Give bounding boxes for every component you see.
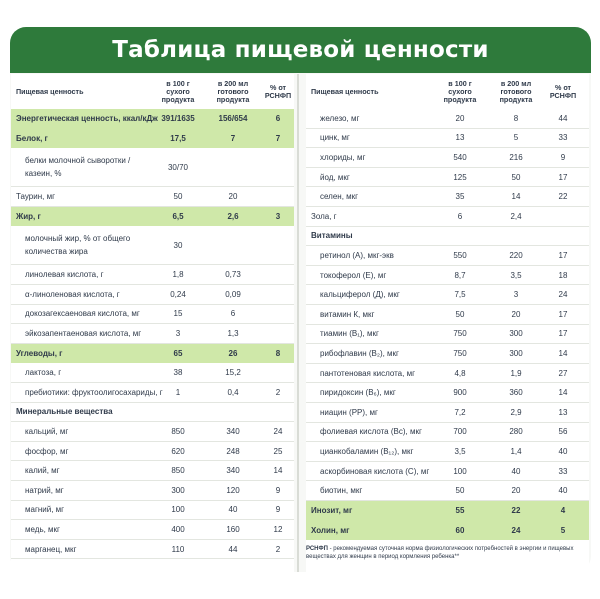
value-pct: 33 [558,466,568,476]
value-pct [263,363,293,382]
value-pct: 18 [558,270,568,280]
table-row [11,442,294,462]
value-v200: 300 [509,348,523,358]
value-v100: 100 [171,505,185,515]
value-v200: 0,4 [227,387,239,397]
nutrient-name: Энергетическая ценность, ккал/кДж [16,114,158,124]
table-row [306,462,589,482]
value-pct: 5 [560,525,566,535]
value-v200: 3,5 [510,270,522,280]
header-percent: % от РСНФП [549,82,577,100]
value-v100: 50 [455,486,465,496]
value-v100: 30 [173,240,183,250]
value-v200: 156/654 [218,114,248,124]
value-v200: 40 [228,505,238,515]
table-row [11,422,294,442]
value-v200: 216 [509,152,523,162]
nutrient-name: эйкозапентаеновая кислота, мг [25,328,142,338]
header-name: Пищевая ценность [16,86,84,96]
value-v100: 750 [453,348,467,358]
table-row [11,520,294,540]
value-v100: 850 [171,426,185,436]
nutrient-name: железо, мг [320,113,360,123]
table-row [11,148,294,187]
table-row [11,187,294,207]
header-per-200ml: в 200 мл готового продукта [216,78,250,104]
page-title: Таблица пищевой ценности [112,37,489,63]
value-v100: 1 [175,387,181,397]
nutrient-name: калий, мг [25,466,60,476]
value-v200: 5 [513,133,519,143]
table-row [11,383,294,403]
table-row [306,109,589,129]
value-v100: 30/70 [167,162,189,172]
nutrient-name: Углеводы, г [16,349,63,359]
value-v100: 55 [455,506,465,516]
table-row [306,364,589,384]
value-v100: 391/1635 [161,114,195,124]
header-per-100g: в 100 г сухого продукта [161,78,195,104]
table-row [306,423,589,443]
nutrient-name: докозагексаеновая кислота, мг [25,309,140,319]
nutrient-name: Белок, г [16,133,48,143]
nutrient-name: ниацин (РР), мг [320,407,378,417]
value-v100: 110 [171,544,185,554]
table-row [306,521,589,541]
value-pct: 14 [558,348,568,358]
value-pct: 56 [558,427,568,437]
table-row [11,324,294,344]
value-v100: 7,2 [454,407,466,417]
value-v200: 6 [230,309,236,319]
value-pct: 24 [273,426,283,436]
value-v100: 4,8 [454,368,466,378]
value-v200: 0,73 [225,270,241,280]
table-row [11,344,294,364]
nutrient-name: белки молочной сыворотки / казеин, % [25,156,131,179]
value-v200: 248 [226,446,240,456]
value-pct: 27 [558,368,568,378]
value-v100: 125 [453,172,467,182]
value-v200: 3 [513,290,519,300]
value-v200: 50 [511,172,521,182]
value-pct [263,324,293,343]
table-row [306,383,589,403]
value-pct: 17 [558,250,568,260]
nutrient-name: Инозит, мг [311,506,353,516]
section-row [306,227,589,247]
nutrient-name: кальций, мг [25,426,69,436]
value-v100: 35 [455,192,465,202]
value-pct: 9 [560,152,566,162]
header-per-100g: в 100 г сухого продукта [443,78,477,104]
table-row [11,285,294,305]
value-v100: 7,5 [454,290,466,300]
value-v200: 340 [226,466,240,476]
right-table-header [306,74,589,109]
value-v100: 6 [457,211,463,221]
value-v200: 20 [511,486,521,496]
nutrient-name: ретинол (А), мкг-экв [320,250,394,260]
nutrient-name: пантотеновая кислота, мг [320,368,415,378]
value-v100: 900 [453,388,467,398]
value-v100: 400 [171,524,185,534]
nutrient-name: биотин, мкг [320,486,363,496]
value-v200: 300 [509,329,523,339]
value-pct: 4 [560,506,566,516]
table-row [306,266,589,286]
table-row [11,109,294,129]
value-v100: 850 [171,466,185,476]
section-label: Витамины [311,231,353,241]
value-pct: 7 [275,133,281,143]
value-pct: 8 [275,349,281,359]
value-pct: 12 [273,524,283,534]
value-v100: 1,8 [172,270,184,280]
table-row [11,207,294,227]
table-row [306,501,589,521]
value-v100: 3,5 [454,446,466,456]
value-pct [263,148,293,186]
value-v100: 65 [173,349,183,359]
value-v200: 44 [228,544,238,554]
value-v200: 26 [228,349,238,359]
value-v100 [436,227,484,246]
value-pct: 17 [558,172,568,182]
value-v100: 750 [453,329,467,339]
value-v200: 360 [509,388,523,398]
value-pct: 9 [275,505,281,515]
value-v100: 38 [173,368,183,378]
value-v200: 2,6 [227,212,239,222]
value-v200: 15,2 [225,368,241,378]
value-pct: 14 [273,466,283,476]
value-v200: 1,3 [227,328,239,338]
value-pct: 44 [558,113,568,123]
table-row [306,246,589,266]
value-pct: 17 [558,309,568,319]
value-v100: 550 [453,250,467,260]
nutrient-name: Зола, г [311,211,337,221]
header-per-200ml: в 200 мл готового продукта [499,78,533,104]
nutrient-name: пребиотики: фруктоолигосахариды, г [25,387,163,397]
section-row [11,403,294,423]
table-row [11,540,294,560]
value-pct [263,187,293,206]
value-pct: 3 [275,212,281,222]
nutrient-name: рибофлавин (В₂), мкг [320,348,399,358]
value-pct [263,226,293,264]
nutrient-name: хлориды, мг [320,152,366,162]
nutrient-name: тиамин (В₁), мкг [320,329,379,339]
table-row [306,305,589,325]
table-row [306,148,589,168]
value-pct: 40 [558,446,568,456]
value-v100: 8,7 [454,270,466,280]
value-pct [546,227,580,246]
nutrient-name: токоферол (Е), мг [320,270,387,280]
nutrient-name: α-линоленовая кислота, г [25,289,120,299]
value-v200: 220 [509,250,523,260]
section-label: Минеральные вещества [16,407,113,417]
table-row [306,285,589,305]
nutrient-name: молочный жир, % от общего количества жира [25,234,131,257]
nutrient-name: медь, мкг [25,524,60,534]
footnote-text: - рекомендуемая суточная норма физиологических потребностей в энергии и пищевых веществах для женщин в период кормления ребенка** [306,546,574,560]
value-pct: 9 [275,485,281,495]
value-v200 [207,226,259,264]
value-pct: 2 [275,544,281,554]
value-pct: 22 [558,192,568,202]
nutrient-name: линолевая кислота, г [25,270,104,280]
value-pct: 6 [275,114,281,124]
value-v100 [154,403,202,422]
right-table [306,74,589,572]
nutrient-name: фолиевая кислота (Вс), мкг [320,427,422,437]
table-row [306,325,589,345]
table-row [11,129,294,149]
nutrient-name: марганец, мкг [25,544,77,554]
table-row [306,442,589,462]
table-row [306,481,589,501]
nutrient-name: фосфор, мг [25,446,69,456]
value-pct [263,265,293,284]
value-v100: 13 [455,133,465,143]
header-name: Пищевая ценность [311,86,379,96]
value-v200: 40 [511,466,521,476]
nutrient-name: Жир, г [16,212,41,222]
value-v200: 20 [228,191,238,201]
value-pct: 40 [558,486,568,496]
value-v100: 15 [173,309,183,319]
value-v100: 540 [453,152,467,162]
table-row [306,168,589,188]
table-row [11,363,294,383]
value-v200: 2,4 [510,211,522,221]
value-v200 [207,148,259,186]
value-v200: 120 [226,485,240,495]
value-v200 [207,403,259,422]
value-v200: 1,4 [510,446,522,456]
nutrient-name: витамин К, мкг [320,309,375,319]
value-v100: 50 [173,191,183,201]
nutrient-name: Таурин, мг [16,191,55,201]
header-percent: % от РСНФП [264,82,292,100]
nutrient-name: кальциферол (Д), мкг [320,290,400,300]
value-pct [263,403,293,422]
footnote-abbr: РСНФП [306,546,328,552]
value-v100: 6,5 [172,212,184,222]
nutrient-name: селен, мкг [320,192,359,202]
value-v200: 7 [230,133,236,143]
value-v100: 300 [171,485,185,495]
value-v200: 160 [226,524,240,534]
value-pct [263,305,293,324]
value-v200: 20 [511,309,521,319]
value-v100: 620 [171,446,185,456]
value-v200: 2,9 [510,407,522,417]
value-v200: 340 [226,426,240,436]
value-pct: 2 [275,387,281,397]
value-v100: 50 [455,309,465,319]
value-v100: 0,24 [170,289,186,299]
table-row [306,129,589,149]
value-v200: 8 [513,113,519,123]
nutrient-name: аскорбиновая кислота (С), мг [320,466,430,476]
value-v200: 14 [511,192,521,202]
table-row [11,481,294,501]
table-row [306,344,589,364]
value-v100: 3 [175,328,181,338]
value-pct: 17 [558,329,568,339]
nutrient-name: пиридоксин (В₆), мкг [320,388,396,398]
value-pct: 25 [273,446,283,456]
table-row [306,187,589,207]
value-pct: 14 [558,388,568,398]
table-row [11,265,294,285]
value-pct [263,285,293,304]
value-v100: 700 [453,427,467,437]
nutrient-name: цинк, мг [320,133,350,143]
value-v200: 0,09 [225,289,241,299]
left-table [11,74,294,572]
nutrient-name: лактоза, г [25,368,62,378]
nutrient-name: натрий, мг [25,485,64,495]
table-row [306,207,589,227]
table-row [11,501,294,521]
table-row [306,403,589,423]
nutrient-name: йод, мкг [320,172,350,182]
value-pct: 24 [558,290,568,300]
footnote [306,545,586,561]
value-v200 [490,227,542,246]
value-pct: 13 [558,407,568,417]
value-v200: 24 [511,525,521,535]
nutrient-name: Холин, мг [311,525,350,535]
value-v200: 1,9 [510,368,522,378]
value-v100: 60 [455,525,465,535]
value-v100: 20 [455,113,465,123]
left-table-header [11,74,294,109]
value-v100: 17,5 [170,133,186,143]
value-v200: 280 [509,427,523,437]
value-v100: 100 [453,466,467,476]
table-row [11,461,294,481]
nutrient-name: магний, мг [25,505,65,515]
value-v200: 22 [511,506,521,516]
value-pct [546,207,580,226]
table-row [11,305,294,325]
value-pct: 33 [558,133,568,143]
nutrient-name: цианкобаламин (В₁₂), мкг [320,446,414,456]
table-row [11,226,294,265]
column-divider [297,74,299,572]
